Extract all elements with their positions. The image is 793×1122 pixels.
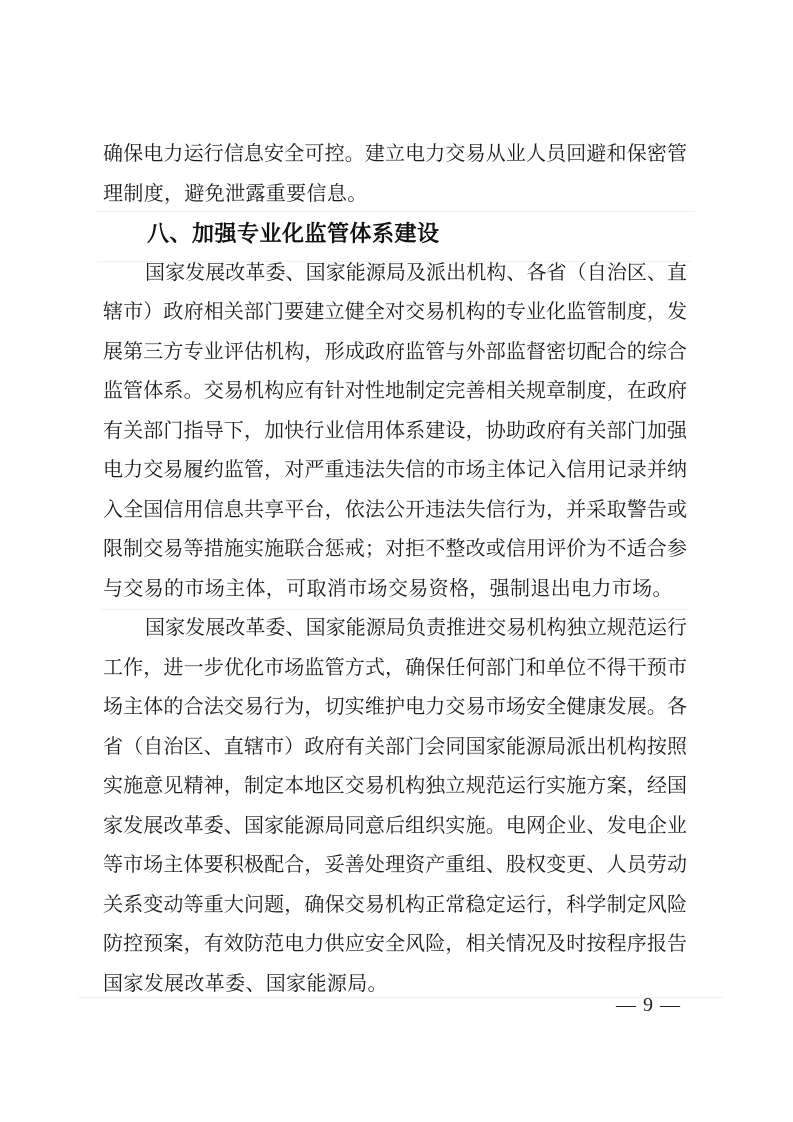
- section-heading: 八、加强专业化监管体系建设: [147, 221, 440, 246]
- body-text-line: 等市场主体要积极配合，妥善处理资产重组、股权变更、人员劳动: [103, 854, 687, 876]
- body-text-line: 家发展改革委、国家能源局同意后组织实施。电网企业、发电企业: [103, 814, 687, 837]
- body-text-line: 国家发展改革委、国家能源局及派出机构、各省（自治区、直: [145, 261, 687, 284]
- body-text-line: 工作，进一步优化市场监管方式，确保任何部门和单位不得干预市: [103, 656, 687, 679]
- body-text-line: 场主体的合法交易行为，切实维护电力交易市场安全健康发展。各: [103, 696, 687, 718]
- body-text-line: 国家发展改革委、国家能源局。: [103, 972, 388, 995]
- body-text-line: 电力交易履约监管，对严重违法失信的市场主体记入信用记录并纳: [103, 459, 687, 481]
- body-text-line: 确保电力运行信息安全可控。建立电力交易从业人员回避和保密管: [103, 143, 687, 165]
- body-text-line: 防控预案，有效防范电力供应安全风险，相关情况及时按程序报告: [103, 933, 687, 955]
- body-text-line: 实施意见精神，制定本地区交易机构独立规范运行实施方案，经国: [103, 775, 687, 797]
- body-text-line: 国家发展改革委、国家能源局负责推进交易机构独立规范运行: [145, 617, 687, 639]
- body-text-line: 与交易的市场主体，可取消市场交易资格，强制退出电力市场。: [103, 577, 673, 600]
- body-text-line: 省（自治区、直辖市）政府有关部门会同国家能源局派出机构按照: [103, 735, 687, 758]
- body-text-line: 入全国信用信息共享平台，依法公开违法失信行为，并采取警告或: [103, 498, 687, 521]
- body-text-line: 展第三方专业评估机构，形成政府监管与外部监督密切配合的综合: [103, 340, 687, 363]
- body-text-line: 监管体系。交易机构应有针对性地制定完善相关规章制度，在政府: [103, 380, 687, 402]
- body-text-line: 关系变动等重大问题，确保交易机构正常稳定运行，科学制定风险: [103, 893, 687, 916]
- body-text-line: 有关部门指导下，加快行业信用体系建设，协助政府有关部门加强: [103, 419, 687, 442]
- body-text-line: 限制交易等措施实施联合惩戒；对拒不整改或信用评价为不适合参: [103, 538, 687, 560]
- document-body: [103, 135, 687, 1004]
- body-text-line: 辖市）政府相关部门要建立健全对交易机构的专业化监管制度，发: [103, 301, 687, 323]
- body-text-line: 理制度，避免泄露重要信息。: [103, 182, 368, 205]
- page-number: — 9 —: [616, 994, 681, 1016]
